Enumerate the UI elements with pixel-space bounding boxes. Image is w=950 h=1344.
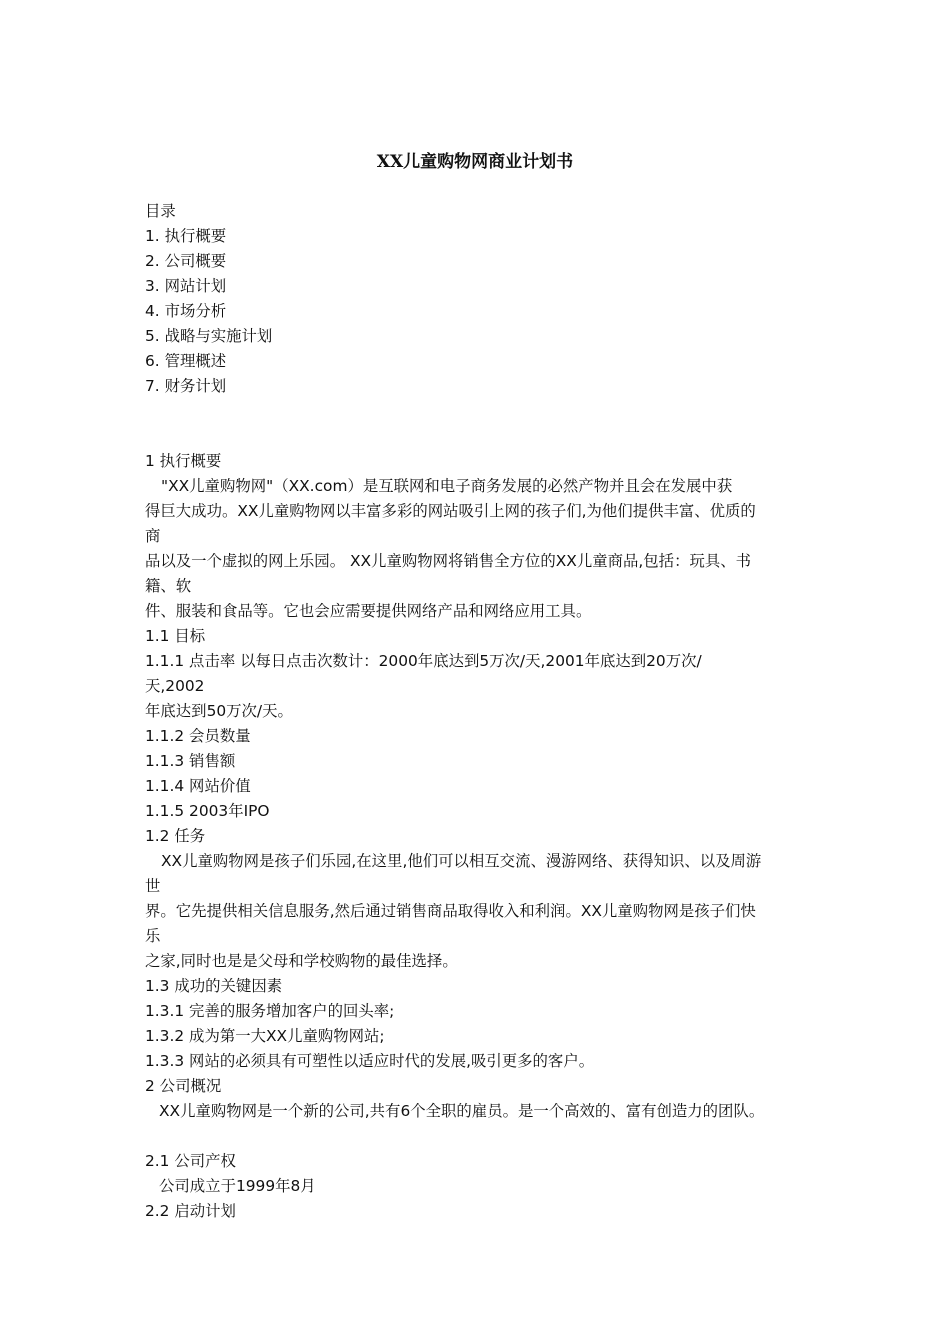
paragraph-line: XX儿童购物网是孩子们乐园,在这里,他们可以相互交流、漫游网络、获得知识、以及周游	[161, 852, 762, 870]
paragraph-line: 界。它先提供相关信息服务,然后通过销售商品取得收入和利润。XX儿童购物网是孩子们快	[145, 902, 756, 920]
paragraph-line: 籍、软	[145, 577, 192, 595]
paragraph-line: 世	[145, 877, 161, 895]
paragraph-line: 得巨大成功。XX儿童购物网以丰富多彩的网站吸引上网的孩子们,为他们提供丰富、优质的	[145, 502, 756, 520]
paragraph-line: 品以及一个虚拟的网上乐园。 XX儿童购物网将销售全方位的XX儿童商品,包括：玩具、书	[145, 552, 752, 570]
paragraph-line: 公司成立于1999年8月	[159, 1177, 316, 1195]
list-item: 1.1.5 2003年IPO	[145, 802, 270, 820]
toc-item: 6. 管理概述	[145, 352, 227, 370]
paragraph-line: 乐	[145, 927, 161, 945]
toc-item: 3. 网站计划	[145, 277, 227, 295]
paragraph-line: 之家,同时也是是父母和学校购物的最佳选择。	[145, 952, 458, 970]
toc-item: 1. 执行概要	[145, 227, 227, 245]
subsection-heading-2-2: 2.2 启动计划	[145, 1202, 236, 1220]
toc-heading: 目录	[145, 202, 176, 220]
list-item: 1.3.3 网站的必须具有可塑性以适应时代的发展,吸引更多的客户。	[145, 1052, 595, 1070]
document-body	[145, 199, 817, 1224]
spacer	[145, 399, 817, 449]
subsection-heading-1-2: 1.2 任务	[145, 827, 206, 845]
paragraph-line: XX儿童购物网是一个新的公司,共有6个全职的雇员。是一个高效的、富有创造力的团队。	[159, 1102, 765, 1120]
subsection-heading-2-1: 2.1 公司产权	[145, 1152, 236, 1170]
paragraph-line: 年底达到50万次/天。	[145, 702, 293, 720]
spacer	[145, 1124, 817, 1149]
paragraph-line: 1.1.1 点击率 以每日点击次数计：2000年底达到5万次/天,2001年底达到20万次/	[145, 652, 702, 670]
list-item: 1.1.2 会员数量	[145, 727, 251, 745]
document-title: XX儿童购物网商业计划书	[376, 152, 574, 172]
section-heading-2: 2 公司概况	[145, 1077, 222, 1095]
paragraph-line: 商	[145, 527, 161, 545]
subsection-heading-1-1: 1.1 目标	[145, 627, 206, 645]
subsection-heading-1-3: 1.3 成功的关键因素	[145, 977, 283, 995]
paragraph-line: 件、服装和食品等。它也会应需要提供网络产品和网络应用工具。	[145, 602, 592, 620]
list-item: 1.3.1 完善的服务增加客户的回头率;	[145, 1002, 395, 1020]
toc-item: 7. 财务计划	[145, 377, 227, 395]
list-item: 1.1.3 销售额	[145, 752, 236, 770]
section-heading-1: 1 执行概要	[145, 452, 222, 470]
toc-item: 4. 市场分析	[145, 302, 227, 320]
paragraph-line: 天,2002	[145, 677, 205, 695]
toc-item: 2. 公司概要	[145, 252, 227, 270]
list-item: 1.3.2 成为第一大XX儿童购物网站;	[145, 1027, 385, 1045]
toc-item: 5. 战略与实施计划	[145, 327, 273, 345]
list-item: 1.1.4 网站价值	[145, 777, 251, 795]
paragraph-line: "XX儿童购物网"（XX.com）是互联网和电子商务发展的必然产物并且会在发展中获	[161, 477, 733, 495]
